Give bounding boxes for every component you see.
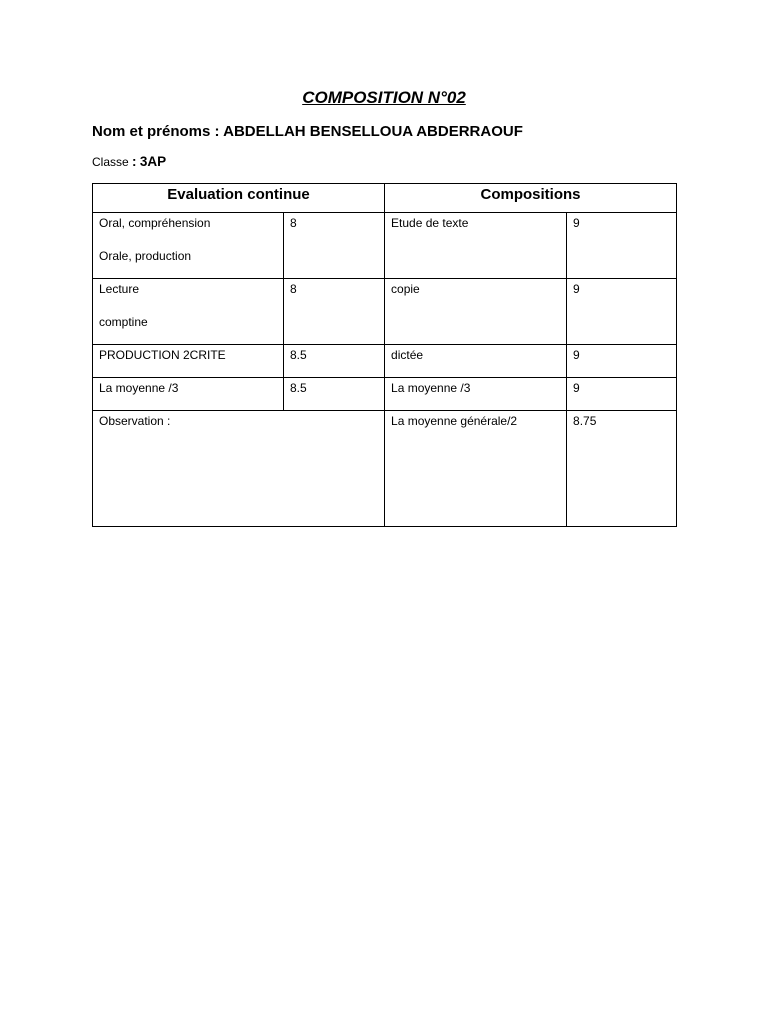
right-average-label: La moyenne /3	[385, 378, 567, 411]
subject-comptine: comptine	[99, 315, 148, 329]
document-title: COMPOSITION N°02	[302, 88, 466, 107]
left-grade-cell: 8	[284, 213, 385, 279]
grades-table	[92, 183, 677, 527]
table-row	[93, 378, 677, 411]
subject-oral-production: Orale, production	[99, 249, 192, 263]
left-subject-cell: PRODUCTION 2CRITE	[93, 345, 284, 378]
header-compositions: Compositions	[385, 184, 677, 213]
general-average-label: La moyenne générale/2	[385, 411, 567, 527]
subject-lecture: Lecture	[99, 282, 140, 296]
class-line	[92, 153, 166, 171]
table-row	[93, 213, 677, 279]
left-subject-cell	[93, 213, 284, 279]
right-grade-cell: 9	[567, 279, 677, 345]
table-row	[93, 345, 677, 378]
right-average-value: 9	[567, 378, 677, 411]
header-evaluation-continue: Evaluation continue	[93, 184, 385, 213]
class-label: Classe	[92, 155, 129, 169]
right-subject-cell: Etude de texte	[385, 213, 567, 279]
left-average-value: 8.5	[284, 378, 385, 411]
right-subject-cell: dictée	[385, 345, 567, 378]
right-subject-cell: copie	[385, 279, 567, 345]
table-row	[93, 411, 677, 527]
class-separator: :	[132, 154, 137, 169]
student-name: ABDELLAH BENSELLOUA ABDERRAOUF	[223, 123, 523, 140]
class-value: 3AP	[139, 154, 167, 169]
right-grade-cell: 9	[567, 213, 677, 279]
subject-oral-comprehension: Oral, compréhension	[99, 216, 211, 230]
observation-cell: Observation :	[93, 411, 385, 527]
left-grade-cell: 8.5	[284, 345, 385, 378]
name-label: Nom et prénoms :	[92, 123, 220, 140]
left-grade-cell: 8	[284, 279, 385, 345]
right-grade-cell: 9	[567, 345, 677, 378]
student-name-line	[92, 121, 523, 143]
left-subject-cell	[93, 279, 284, 345]
table-header-row	[93, 184, 677, 213]
general-average-value: 8.75	[567, 411, 677, 527]
table-row	[93, 279, 677, 345]
left-average-label: La moyenne /3	[93, 378, 284, 411]
